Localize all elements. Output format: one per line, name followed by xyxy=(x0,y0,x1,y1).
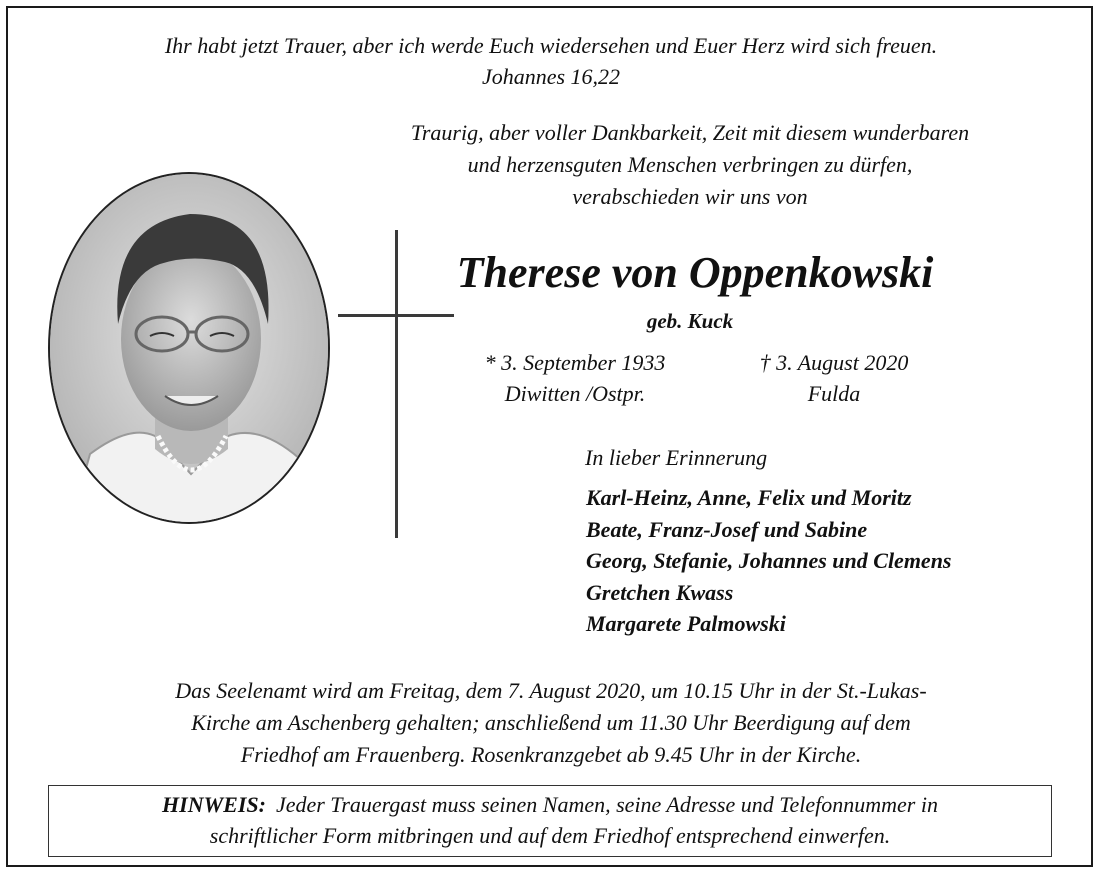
cross-vertical-bar xyxy=(395,230,398,538)
memory-label: In lieber Erinnerung xyxy=(585,445,768,470)
notice-label: HINWEIS: xyxy=(162,792,266,817)
intro-line-2: und herzensguten Menschen verbringen zu dürfen, xyxy=(467,152,913,177)
family-line: Karl-Heinz, Anne, Felix und Moritz xyxy=(586,485,912,510)
deceased-name: Therese von Oppenkowski xyxy=(456,248,934,297)
notice-line-2: schriftlicher Form mitbringen und auf dem Friedhof entsprechend einwerfen. xyxy=(209,823,891,848)
birth-info xyxy=(450,347,700,409)
bible-quote xyxy=(20,30,1082,92)
notice-line-1: Jeder Trauergast muss seinen Namen, seine Adresse und Telefonnummer in xyxy=(275,792,938,817)
family-line: Gretchen Kwass xyxy=(586,579,734,605)
family-line: Georg, Stefanie, Johannes und Clemens xyxy=(586,548,952,573)
service-line-1: Das Seelenamt wird am Freitag, dem 7. August 2020, um 10.15 Uhr in der St.-Lukas- xyxy=(175,678,927,703)
death-info xyxy=(722,347,946,409)
service-line-2: Kirche am Aschenberg gehalten; anschließend um 11.30 Uhr Beerdigung auf dem xyxy=(191,710,911,735)
cross-horizontal-bar xyxy=(338,314,454,317)
birth-place: Diwitten /Ostpr. xyxy=(504,381,646,406)
family-list xyxy=(586,482,952,640)
portrait-illustration xyxy=(50,174,330,524)
death-date: † 3. August 2020 xyxy=(759,350,909,375)
portrait-photo xyxy=(48,172,330,524)
service-line-3: Friedhof am Frauenberg. Rosenkranzgebet ab 9.45 Uhr in der Kirche. xyxy=(240,742,862,767)
intro-line-1: Traurig, aber voller Dankbarkeit, Zeit mit diesem wunderbaren xyxy=(410,120,970,145)
family-line: Margarete Palmowski xyxy=(586,611,786,636)
service-info xyxy=(20,675,1082,771)
birth-name: geb. Kuck xyxy=(646,309,734,333)
quote-reference: Johannes 16,22 xyxy=(481,64,621,89)
notice-box xyxy=(48,785,1052,857)
family-line: Beate, Franz-Josef und Sabine xyxy=(586,516,868,542)
death-place: Fulda xyxy=(807,381,861,406)
birth-date: * 3. September 1933 xyxy=(484,350,666,375)
intro-text xyxy=(300,117,1080,213)
intro-line-3: verabschieden wir uns von xyxy=(572,184,808,209)
quote-text: Ihr habt jetzt Trauer, aber ich werde Euch wiedersehen und Euer Herz wird sich freuen. xyxy=(164,33,938,58)
